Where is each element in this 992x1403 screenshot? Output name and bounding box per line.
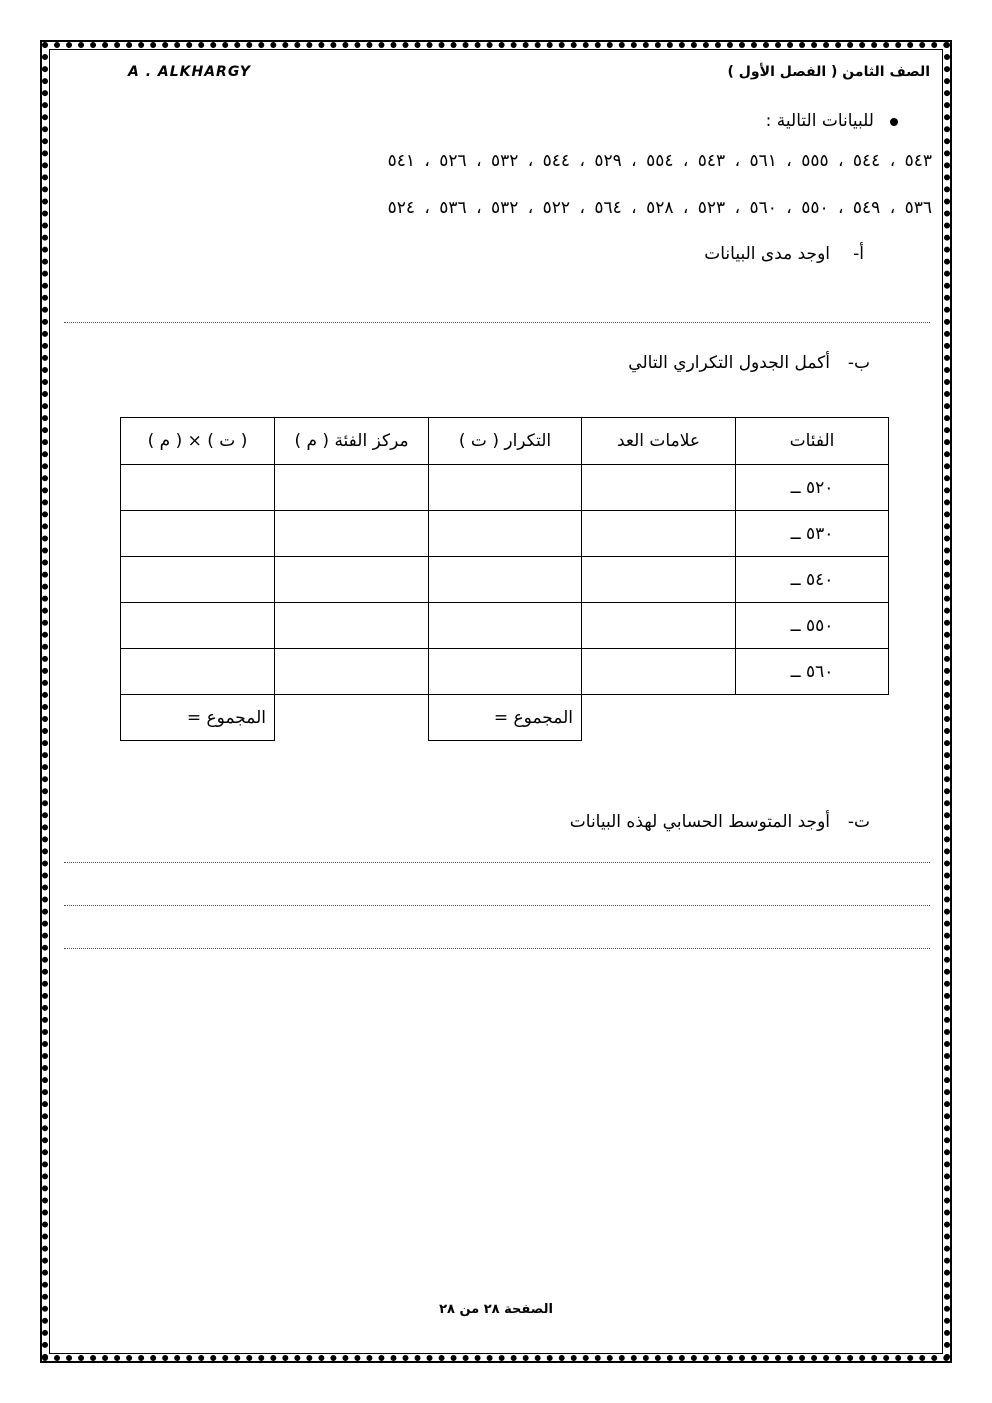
frequency-cell[interactable]: [429, 511, 582, 557]
midpoint-cell[interactable]: [275, 511, 429, 557]
question-b-letter: ب-: [847, 353, 870, 373]
question-a-text: اوجد مدى البيانات: [704, 244, 830, 264]
frequency-cell[interactable]: [429, 649, 582, 695]
header-product: ( ت ) × ( م ): [121, 418, 275, 465]
bullet-icon: [890, 118, 898, 126]
answer-line-c-1[interactable]: [64, 862, 930, 863]
header-tally: علامات العد: [582, 418, 736, 465]
table-row: [121, 511, 889, 557]
frequency-table: [120, 417, 889, 741]
midpoint-cell[interactable]: [275, 649, 429, 695]
answer-line-c-2[interactable]: [64, 905, 930, 906]
product-cell[interactable]: [121, 465, 275, 511]
table-row: [121, 465, 889, 511]
table-row: [121, 649, 889, 695]
product-total-cell[interactable]: المجموع =: [121, 695, 275, 741]
product-cell[interactable]: [121, 649, 275, 695]
class-cell: ٥٥٠ ــ: [736, 603, 889, 649]
product-cell[interactable]: [121, 603, 275, 649]
grade-title: الصف الثامن ( الفصل الأول ): [727, 64, 930, 80]
answer-line-a[interactable]: [64, 322, 930, 323]
midpoint-cell[interactable]: [275, 603, 429, 649]
tally-cell[interactable]: [582, 511, 736, 557]
midpoint-cell[interactable]: [275, 557, 429, 603]
table-header-row: [121, 418, 889, 465]
product-cell[interactable]: [121, 511, 275, 557]
frequency-cell[interactable]: [429, 465, 582, 511]
tally-cell[interactable]: [582, 603, 736, 649]
tally-cell[interactable]: [582, 649, 736, 695]
class-cell: ٥٣٠ ــ: [736, 511, 889, 557]
tally-cell[interactable]: [582, 557, 736, 603]
answer-line-c-3[interactable]: [64, 948, 930, 949]
class-cell: ٥٢٠ ــ: [736, 465, 889, 511]
question-a-letter: أ-: [853, 244, 864, 264]
author-name: A . ALKHARGY: [128, 64, 251, 80]
intro-text: للبيانات التالية :: [765, 111, 874, 131]
table-row: [121, 557, 889, 603]
midpoint-cell[interactable]: [275, 465, 429, 511]
page-number: الصفحة ٢٨ من ٢٨: [439, 1302, 553, 1317]
class-cell: ٥٤٠ ــ: [736, 557, 889, 603]
data-row-1: ٥٤٣ ، ٥٤٤ ، ٥٥٥ ، ٥٦١ ، ٥٤٣ ، ٥٥٤ ، ٥٢٩ ، ٥٤٤ ، ٥٣٢ ، ٥٢٦ ، ٥٤١: [387, 151, 932, 171]
tally-cell[interactable]: [582, 465, 736, 511]
question-c-text: أوجد المتوسط الحسابي لهذه البيانات: [569, 812, 830, 832]
product-cell[interactable]: [121, 557, 275, 603]
header-midpoint: مركز الفئة ( م ): [275, 418, 429, 465]
frequency-cell[interactable]: [429, 603, 582, 649]
data-row-2: ٥٣٦ ، ٥٤٩ ، ٥٥٠ ، ٥٦٠ ، ٥٢٣ ، ٥٢٨ ، ٥٦٤ ، ٥٢٢ ، ٥٣٢ ، ٥٣٦ ، ٥٢٤: [387, 198, 932, 218]
question-c-letter: ت-: [847, 812, 870, 832]
class-cell: ٥٦٠ ــ: [736, 649, 889, 695]
header-classes: الفئات: [736, 418, 889, 465]
table-row: [121, 603, 889, 649]
header-frequency: التكرار ( ت ): [429, 418, 582, 465]
frequency-cell[interactable]: [429, 557, 582, 603]
frequency-total-cell[interactable]: المجموع =: [429, 695, 582, 741]
table-total-row: [121, 695, 889, 741]
question-b-text: أكمل الجدول التكراري التالي: [628, 353, 830, 373]
